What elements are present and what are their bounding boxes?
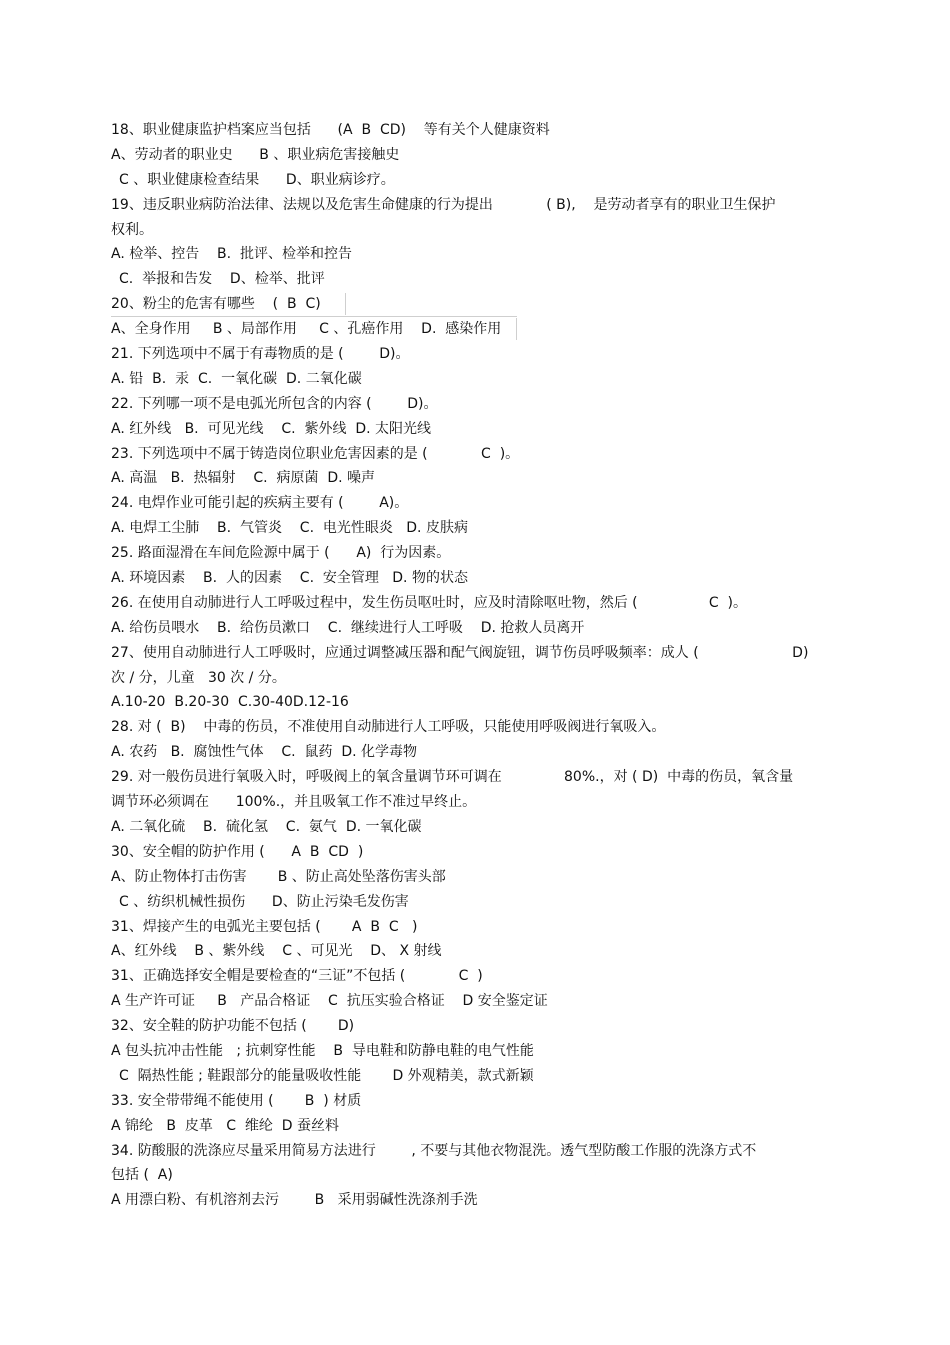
text-line: A. 环境因素 B. 人的因素 C. 安全管理 D. 物的状态: [111, 570, 468, 587]
text-line: A. 高温 B. 热辐射 C. 病原菌 D. 噪声: [111, 470, 376, 487]
text-line: C. 举报和告发 D、检举、批评: [119, 271, 325, 288]
text-line: C 、纺织机械性损伤 D、防止污染毛发伤害: [119, 893, 409, 910]
cell-border-line: [345, 293, 346, 315]
text-line: A、全身作用 B 、局部作用 C 、孔癌作用 D. 感染作用: [111, 321, 502, 338]
text-line: A. 农药 B. 腐蚀性气体 C. 鼠药 D. 化学毒物: [111, 744, 418, 761]
text-line: A、劳动者的职业史 B 、职业病危害接触史: [111, 146, 400, 163]
text-line: A. 铅 B. 汞 C. 一氧化碳 D. 二氧化碳: [111, 370, 362, 387]
text-line: 24. 电焊作业可能引起的疾病主要有 ( A)。: [111, 495, 409, 512]
text-line: A. 电焊工尘肺 B. 气管炎 C. 电光性眼炎 D. 皮肤病: [111, 520, 468, 537]
text-line: 23. 下列选项中不属于铸造岗位职业危害因素的是 ( C )。: [111, 445, 520, 462]
text-line: A 用漂白粉、有机溶剂去污 B 采用弱碱性洗涤剂手洗: [111, 1192, 478, 1209]
text-line: 34. 防酸服的洗涤应尽量采用简易方法进行 , 不要与其他衣物混洗。透气型防酸工作服的洗涤方式不: [111, 1142, 757, 1159]
text-line: 31、正确选择安全帽是要检查的“三证”不包括 ( C ): [111, 968, 483, 985]
text-line: 27、使用自动肺进行人工呼吸时，应通过调整减压器和配气阀旋钮，调节伤员呼吸频率：成人 ( D): [111, 644, 809, 661]
text-line: 25. 路面湿滑在车间危险源中属于 ( A) 行为因素。: [111, 545, 451, 562]
text-line: 33. 安全带带绳不能使用 ( B ) 材质: [111, 1092, 362, 1109]
text-line: 调节环必须调在 100%.，并且吸氧工作不准过早终止。: [111, 794, 477, 811]
text-line: 22. 下列哪一项不是电弧光所包含的内容 ( D)。: [111, 395, 438, 412]
text-line: C 、职业健康检查结果 D、职业病诊疗。: [119, 171, 395, 188]
text-line: A. 检举、控告 B. 批评、检举和控告: [111, 246, 352, 263]
text-line: 26. 在使用自动肺进行人工呼吸过程中，发生伤员呕吐时，应及时清除呕吐物，然后 ( C )。: [111, 594, 747, 611]
text-line: 次 / 分，儿童 30 次 / 分。: [111, 669, 286, 686]
text-line: 28. 对 ( B) 中毒的伤员，不准使用自动肺进行人工呼吸，只能使用呼吸阀进行氧吸入。: [111, 719, 666, 736]
text-line: 包括 ( A): [111, 1167, 173, 1184]
text-line: A、红外线 B 、紫外线 C 、可见光 D、 X 射线: [111, 943, 442, 960]
text-line: 32、安全鞋的防护功能不包括 ( D): [111, 1018, 355, 1035]
text-line: 19、违反职业病防治法律、法规以及危害生命健康的行为提出 ( B), 是劳动者享有的职业卫生保护: [111, 196, 776, 213]
text-line: A、防止物体打击伤害 B 、防止高处坠落伤害头部: [111, 868, 446, 885]
text-line: A 生产许可证 B 产品合格证 C 抗压实验合格证 D 安全鉴定证: [111, 993, 548, 1010]
text-line: 权利。: [111, 221, 153, 238]
text-line: A.10-20 B.20-30 C.30-40D.12-16: [111, 694, 349, 711]
question-list: [111, 118, 841, 1213]
text-line: A 包头抗冲击性能 ; 抗刺穿性能 B 导电鞋和防静电鞋的电气性能: [111, 1042, 534, 1059]
text-line: A. 给伤员喂水 B. 给伤员漱口 C. 继续进行人工呼吸 D. 抢救人员离开: [111, 619, 585, 636]
text-line: C 隔热性能 ; 鞋跟部分的能量吸收性能 D 外观精美，款式新颖: [119, 1067, 534, 1084]
cell-border-line: [516, 318, 517, 340]
text-line: 18、职业健康监护档案应当包括 (A B CD) 等有关个人健康资料: [111, 122, 550, 138]
text-line: 30、安全帽的防护作用 ( A B CD ): [111, 843, 364, 860]
text-line: A. 红外线 B. 可见光线 C. 紫外线 D. 太阳光线: [111, 420, 432, 437]
text-line: 21. 下列选项中不属于有毒物质的是 ( D)。: [111, 346, 410, 363]
text-line: A 锦纶 B 皮革 C 维纶 D 蚕丝料: [111, 1117, 340, 1134]
text-line: A. 二氧化硫 B. 硫化氢 C. 氨气 D. 一氧化碳: [111, 818, 422, 835]
text-line: 20、粉尘的危害有哪些 ( B C): [111, 296, 321, 313]
text-line: 29. 对一般伤员进行氧吸入时，呼吸阀上的氧含量调节环可调在 80%.，对 ( D) 中毒的伤员，氧含量: [111, 769, 794, 786]
cell-border-line: [111, 316, 517, 317]
text-line: 31、焊接产生的电弧光主要包括 ( A B C ): [111, 918, 418, 935]
